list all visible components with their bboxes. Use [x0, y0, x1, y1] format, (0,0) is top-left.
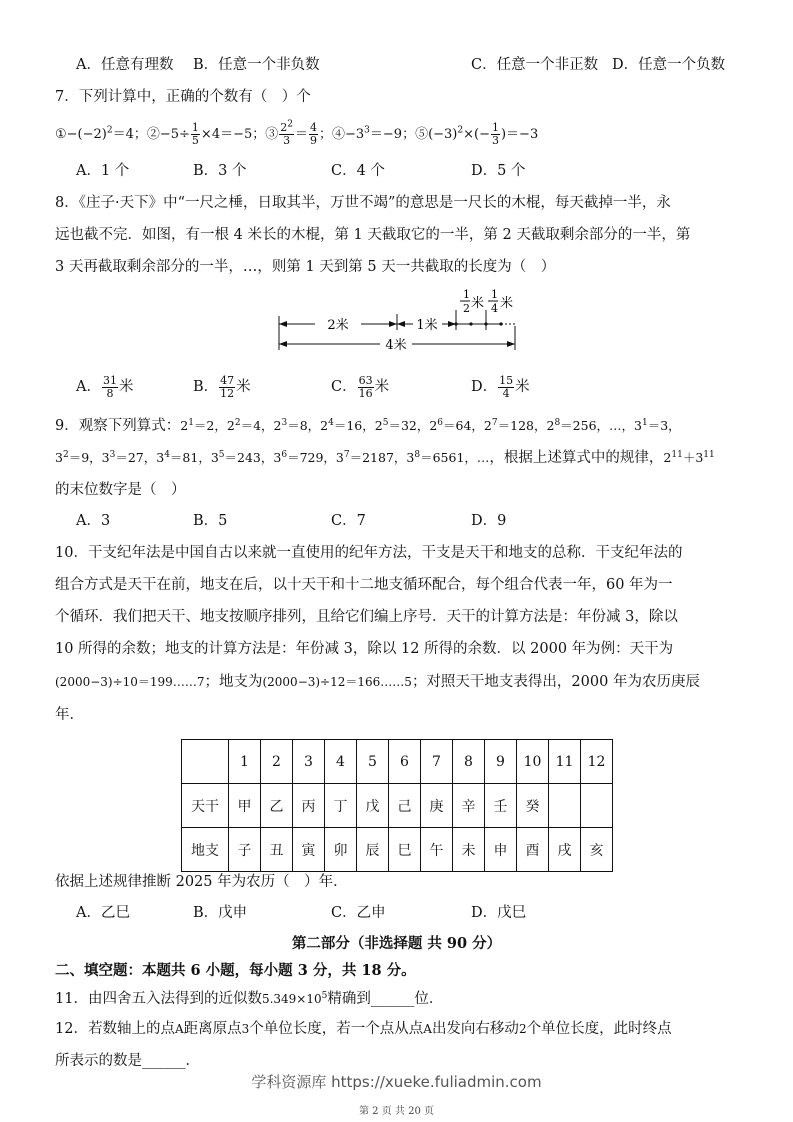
part2-title: 第二部分（非选择题 共 90 分） — [291, 935, 502, 952]
label-1m: 1米 — [416, 318, 438, 333]
q8-option-a: A． $\frac{31}{8}$ 米 — [76, 373, 134, 400]
q10-after-table: 依据上述规律推断 2025 年为农历（ ）年． — [55, 874, 348, 890]
label-2m: 2米 — [327, 318, 349, 333]
q9-line2: $3^2=9$，$3^3=27$，$3^4=81$，$3^5=243$，$3^6=729$，$3^7=2187$，$3^8=6561$，…，根据上述算式中的规律，$2^{11}+3^{11}$ — [55, 449, 715, 466]
q12-line1: 12．若数轴上的点A距离原点3个单位长度，若一个点从点A出发向右移动2个单位长度，此时终点 — [55, 1021, 672, 1037]
label-4m: 4米 — [385, 338, 407, 353]
q10-line4: 10 所得的余数；地支的计算方法是：年份减 3，除以 12 所得的余数．以 2000 年为例：天干为 — [55, 641, 674, 657]
q8-option-c: C． $\frac{63}{16}$ 米 — [331, 373, 390, 400]
ganzhi-table — [181, 739, 613, 872]
q6-option-c: C．任意一个非正数 — [471, 57, 599, 73]
table-cell: 乙 — [261, 784, 293, 828]
q10-option-c: C．乙申 — [331, 905, 386, 921]
table-cell: 丁 — [325, 784, 357, 828]
q10-option-b: B．戊申 — [193, 905, 248, 921]
q9-option-a: A．3 — [76, 513, 111, 529]
table-cell: 戊 — [357, 784, 389, 828]
q8-line1: 8．《庄子·天下》中“一尺之棰，日取其半，万世不竭”的意思是一尺长的木棍，每天截掉一半，永 — [55, 195, 671, 211]
q7-stem: 7．下列计算中，正确的个数有（ ）个 — [55, 89, 311, 105]
table-cell: 11 — [549, 740, 581, 784]
quarter-unit: 米 — [500, 296, 514, 311]
q9-line1: 9．观察下列算式：$2^1=2$，$2^2=4$，$2^3=8$，$2^4=16$，$2^5=32$，$2^6=64$，$2^7=128$，$2^8=256$，…，$3^1=3$， — [55, 417, 681, 434]
table-cell: 5 — [357, 740, 389, 784]
table-cell: 己 — [389, 784, 421, 828]
table-cell: 6 — [389, 740, 421, 784]
table-cell: 1 — [229, 740, 261, 784]
q8-line2: 远也截不完．如图，有一根 4 米长的木棍，第 1 天截取它的一半，第 2 天截取剩余部分的一半，第 — [55, 227, 691, 243]
page-number: 第 2 页 共 20 页 — [359, 1106, 434, 1117]
watermark: 学科资源库 https://xueke.fuliadmin.com — [251, 1073, 542, 1091]
q10-line5: (2000−3)÷10＝199……7；地支为(2000−3)÷12＝166……5；对照天干地支表得出，2000 年为农历庚辰 — [55, 674, 700, 690]
q8-option-d: D． $\frac{15}{4}$ 米 — [471, 373, 530, 400]
table-cell: 酉 — [517, 828, 549, 872]
table-cell: 4 — [325, 740, 357, 784]
table-cell: 丙 — [293, 784, 325, 828]
q6-option-a: A．任意有理数 — [76, 57, 174, 73]
q10-line1: 10．干支纪年法是中国自古以来就一直使用的纪年方法，干支是天干和地支的总称．干支纪年法的 — [55, 545, 683, 561]
table-cell: 7 — [421, 740, 453, 784]
table-cell: 亥 — [581, 828, 613, 872]
table-cell: 辰 — [357, 828, 389, 872]
table-cell: 子 — [229, 828, 261, 872]
table-cell: 辛 — [453, 784, 485, 828]
table-row-tiangan — [182, 784, 613, 828]
q9-option-b: B．5 — [193, 513, 228, 529]
table-cell — [182, 740, 229, 784]
half-unit: 米 — [471, 296, 485, 311]
quarter-denominator: 4 — [491, 302, 498, 315]
table-cell: 地支 — [182, 828, 229, 872]
table-cell: 天干 — [182, 784, 229, 828]
table-cell: 癸 — [517, 784, 549, 828]
table-cell: 未 — [453, 828, 485, 872]
table-cell: 2 — [261, 740, 293, 784]
q7-option-d: D．5 个 — [471, 163, 526, 179]
table-cell: 戌 — [549, 828, 581, 872]
q9-option-c: C．7 — [331, 513, 366, 529]
q8-option-b: B． $\frac{47}{12}$ 米 — [193, 373, 251, 400]
q10-option-d: D．戊巳 — [471, 905, 527, 921]
table-cell: 申 — [485, 828, 517, 872]
q10-line3: 个循环．我们把天干、地支按顺序排列，且给它们编上序号．天干的计算方法是：年份减 3，除以 — [55, 609, 678, 625]
table-cell: 3 — [293, 740, 325, 784]
table-cell: 巳 — [389, 828, 421, 872]
table-cell: 午 — [421, 828, 453, 872]
table-cell: 9 — [485, 740, 517, 784]
q11: 11．由四舍五入法得到的近似数$5.349\times 10^5$精确到______位． — [55, 991, 444, 1007]
table-cell — [581, 784, 613, 828]
q9-option-d: D．9 — [471, 513, 507, 529]
table-cell: 丑 — [261, 828, 293, 872]
table-cell: 卯 — [325, 828, 357, 872]
q12-line2: 所表示的数是______． — [55, 1053, 200, 1069]
table-cell: 8 — [453, 740, 485, 784]
q10-line2: 组合方式是天干在前，地支在后，以十天干和十二地支循环配合，每个组合代表一年，60 年为一 — [55, 577, 673, 593]
q10-line6: 年． — [55, 707, 84, 723]
q7-option-c: C．4 个 — [331, 163, 385, 179]
half-denominator: 2 — [463, 302, 470, 315]
quarter-numerator: 1 — [491, 288, 498, 301]
table-cell: 壬 — [485, 784, 517, 828]
table-cell: 寅 — [293, 828, 325, 872]
table-cell — [549, 784, 581, 828]
table-cell: 10 — [517, 740, 549, 784]
q10-option-a: A．乙巳 — [76, 905, 130, 921]
q8-stick-diagram — [270, 286, 530, 354]
fill-section-heading: 二、填空题：本题共 6 小题，每小题 3 分，共 18 分。 — [55, 962, 416, 979]
table-cell: 12 — [581, 740, 613, 784]
q7-option-b: B．3 个 — [193, 163, 247, 179]
table-cell: 甲 — [229, 784, 261, 828]
table-row-dizhi — [182, 828, 613, 872]
table-row-header — [182, 740, 613, 784]
q7-option-a: A．1 个 — [76, 163, 130, 179]
q6-option-b: B．任意一个非负数 — [193, 57, 320, 73]
q6-option-d: D．任意一个负数 — [612, 57, 726, 73]
q8-line3: 3 天再截取剩余部分的一半，…，则第 1 天到第 5 天一共截取的长度为（ ） — [55, 259, 556, 275]
q7-expressions: $①-(-2)^2=4$；②−5÷ $\frac{1}{5}$ ×4＝−5；③ $\frac{2^2}{3}$ ＝ $\frac{4}{9}$ ；$④-3^3=-9$；$⑤(-3)^2\times(-$ $\frac{1}{3}$ )＝−3 — [55, 119, 539, 147]
table-cell: 庚 — [421, 784, 453, 828]
q9-line3: 的末位数字是（ ） — [55, 482, 186, 498]
half-numerator: 1 — [463, 288, 470, 301]
